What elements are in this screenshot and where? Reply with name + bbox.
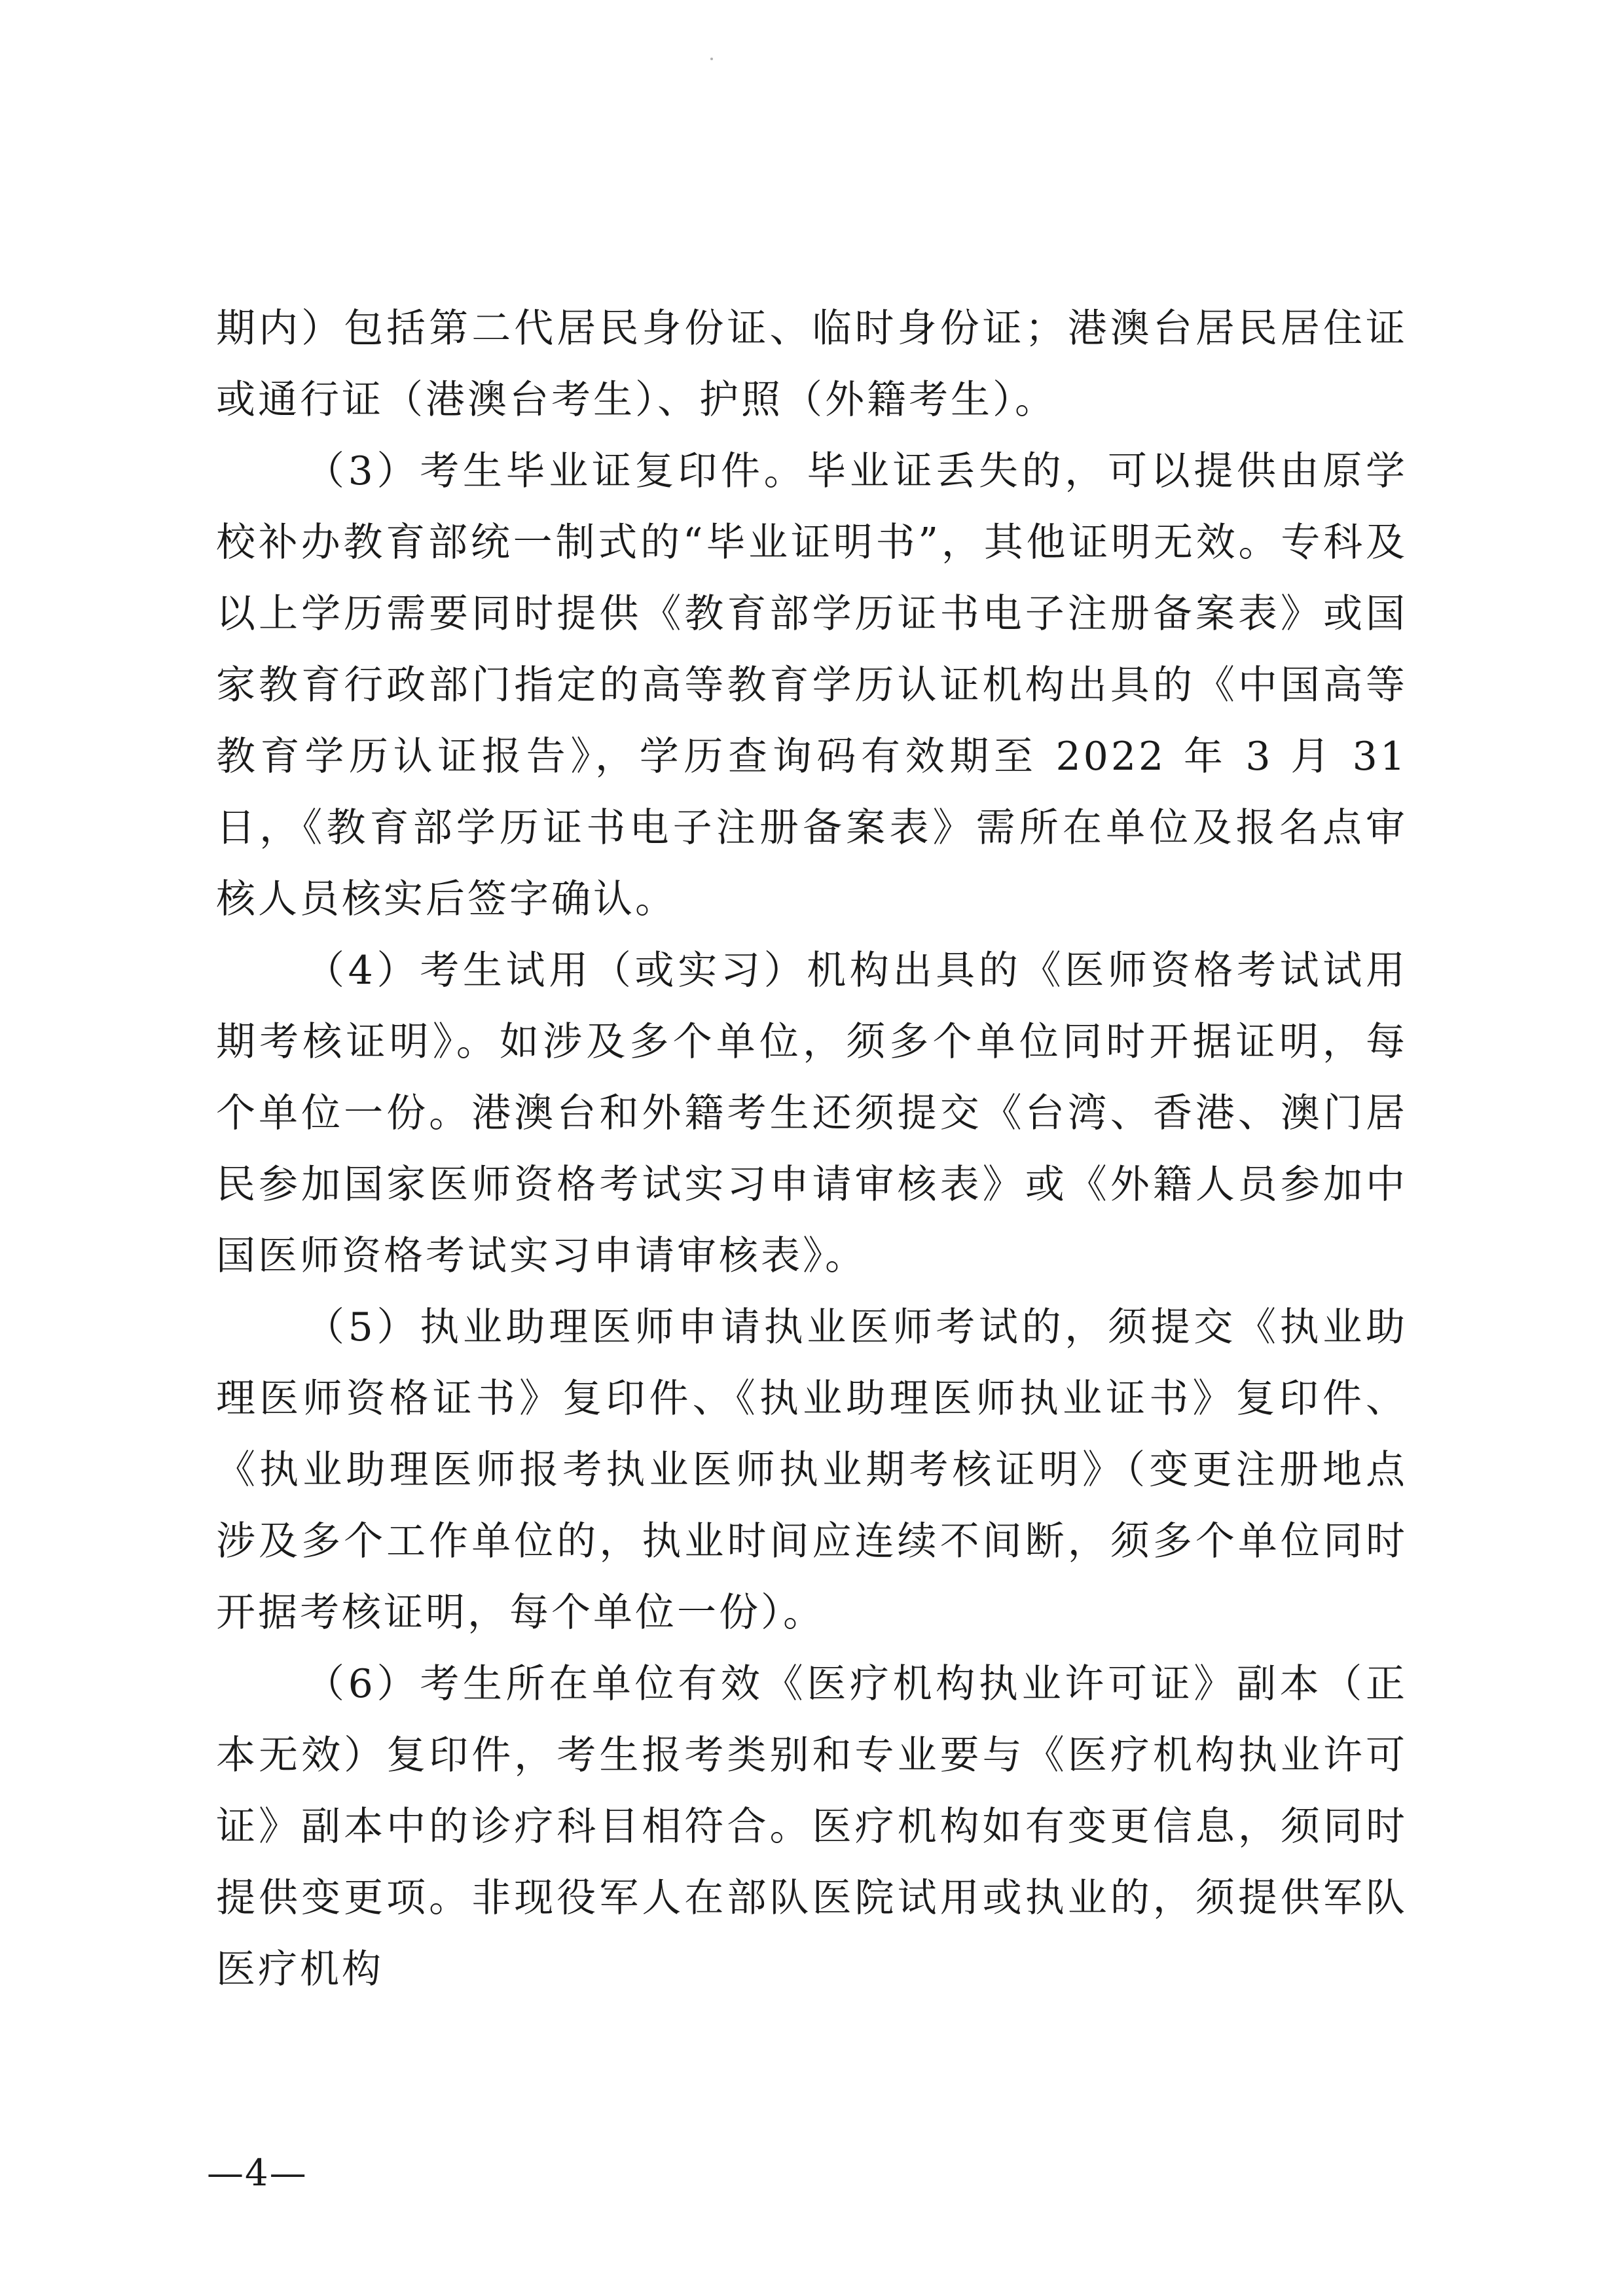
page-number: —4— bbox=[207, 2152, 308, 2195]
paragraph-item-5-assistant-physician: （5）执业助理医师申请执业医师考试的，须提交《执业助理医师资格证书》复印件、《执业助理医师执业证书》复印件、《执业助理医师报考执业医师执业期考核证明》（变更注册地点涉及多个工作单位的，执业时间应连续不间断，须多个单位同时开据考核证明，每个单位一份）。 bbox=[216, 1304, 1408, 1636]
scan-speck bbox=[710, 58, 713, 60]
body-text bbox=[216, 293, 1408, 2005]
paragraph-item-6-medical-license: （6）考生所在单位有效《医疗机构执业许可证》副本（正本无效）复印件，考生报考类别和专业要与《医疗机构执业许可证》副本中的诊疗科目相符合。医疗机构如有变更信息，须同时提供变更项。非现役军人在部队医院试用或执业的，须提供军队医疗机构 bbox=[216, 1661, 1408, 1992]
paragraph-item-4-probation-certificate: （4）考生试用（或实习）机构出具的《医师资格考试试用期考核证明》。如涉及多个单位，须多个单位同时开据证明，每个单位一份。港澳台和外籍考生还须提交《台湾、香港、澳门居民参加国家医师资格考试实习申请审核表》或《外籍人员参加中国医师资格考试实习申请审核表》。 bbox=[216, 948, 1408, 1279]
paragraph-continued-id-documents: 期内）包括第二代居民身份证、临时身份证；港澳台居民居住证或通行证（港澳台考生）、护照（外籍考生）。 bbox=[216, 306, 1408, 423]
paragraph-item-3-graduation-certificate: （3）考生毕业证复印件。毕业证丢失的，可以提供由原学校补办教育部统一制式的“毕业证明书”，其他证明无效。专科及以上学历需要同时提供《教育部学历证书电子注册备案表》或国家教育行政部门指定的高等教育学历认证机构出具的《中国高等教育学历认证报告》，学历查询码有效期至 2022 年 3 月 31 日，《教育部学历证书电子注册备案表》需所在单位及报名点审核人员核实后签字确认。 bbox=[216, 448, 1408, 922]
